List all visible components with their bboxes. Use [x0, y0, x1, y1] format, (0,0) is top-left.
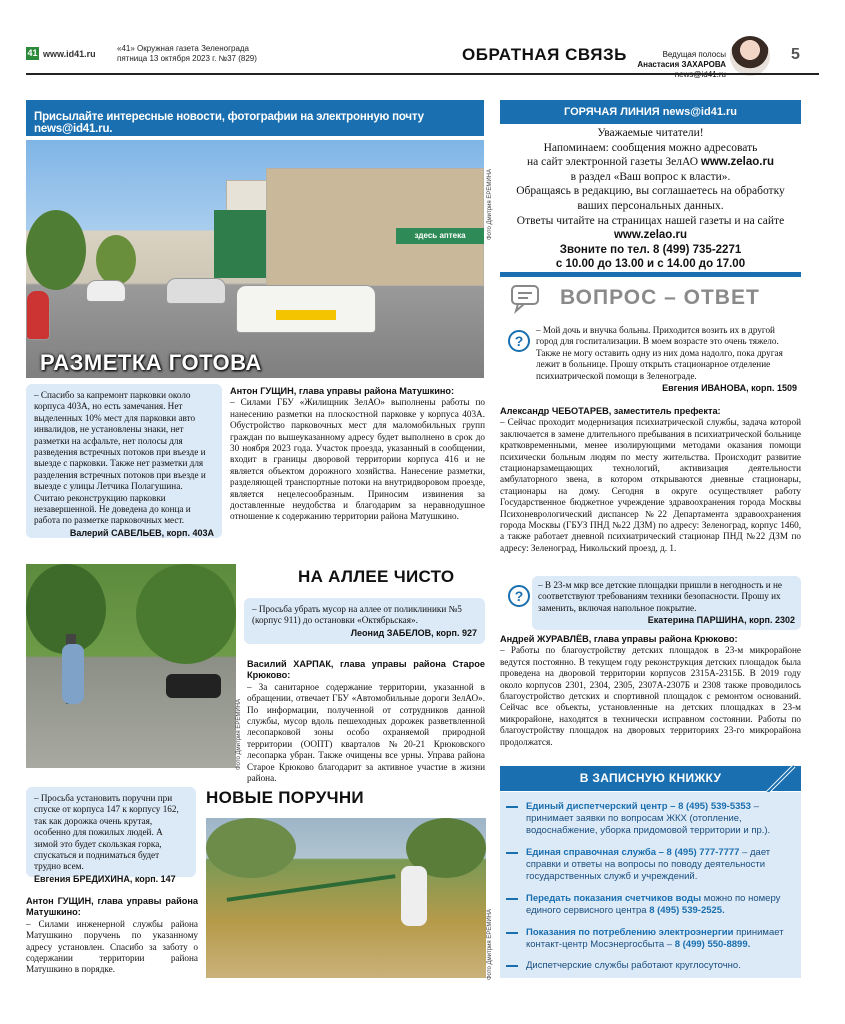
chat-icon — [510, 284, 546, 314]
bullet-icon — [506, 932, 518, 934]
bullet-icon — [506, 806, 518, 808]
story2-answer-author: Василий ХАРПАК, глава управы района Старое Крюково: — [247, 659, 485, 681]
page-number: 5 — [791, 46, 800, 63]
hotline-line: Напоминаем: сообщения можно адресовать — [543, 141, 758, 154]
qa-question-2-signature: Екатерина ПАРШИНА, корп. 2302 — [647, 615, 795, 626]
qa-answer-1-author: Александр ЧЕБОТАРЕВ, заместитель префекта: — [500, 406, 721, 416]
story1-letter-signature: Валерий САВЕЛЬЕВ, корп. 403А — [69, 527, 214, 538]
story3-letter-signature: Евгения БРЕДИХИНА, корп. 147 — [34, 873, 176, 884]
hotline-divider — [500, 272, 801, 277]
section-title: ОБРАТНАЯ СВЯЗЬ — [462, 45, 627, 64]
hotline-line: на сайт электронной газеты ЗелАО www.zelao.ru — [527, 156, 774, 169]
qa-question-1-text: – Мой дочь и внучка больны. Приходится возить их в другой город для госпитализации. В моем возрасте это очень тяжело. Также не могу оставить одну из них дома надолго, пока другая лежит в больнице. Прошу открыть стационарное отделение психиатрической помощи в Зеленограде. — [536, 325, 783, 381]
story1-answer — [230, 386, 485, 523]
hotline-line — [500, 228, 801, 243]
zelao-link[interactable]: www.zelao.ru — [613, 229, 688, 242]
story2-answer — [247, 659, 485, 784]
hotline-hours: с 10.00 до 13.00 и с 14.00 до 17.00 — [555, 258, 746, 271]
editor-avatar — [730, 36, 770, 76]
issue-info-line-1: «41» Окружная газета Зеленограда — [117, 44, 250, 53]
newspaper-logo: 41 — [27, 48, 38, 58]
qa-question-2 — [532, 576, 801, 630]
pharmacy-sign: здесь аптека — [396, 228, 484, 244]
story1-title: РАЗМЕТКА ГОТОВА — [40, 350, 262, 375]
photo3-credit: Фото Дмитрия ЕРЁМИНА — [487, 909, 493, 980]
site-url[interactable]: www.id41.ru — [43, 49, 96, 59]
notebook-item-electricity: Показания по потреблению электроэнергии принимает контакт-центр Мосэнергосбыта – 8 (499) 550-8899. — [526, 927, 784, 950]
hotline-line: Уважаемые читатели! — [597, 127, 704, 139]
qa-answer-1-text: – Сейчас проходит модернизация психиатрической службы, задача которой заключается в замене длительного пребывания в психиатрической больнице кратковременными, менее изолирующими методами оказания помощи психически больным людям по месту жительства. Происходит развитие стационарзамещающих технологий, активизация деятельности амбулаторного звена, в котором открываются дневные стационары, стационары на дому. Сегодня в округе осуществляет работу Государственное бюджетное учреждение здравоохранения города Москвы Психоневрологический диспансер №22 Департамента здравоохранения города Москвы (ГБУЗ ПНД №22 ДЗМ) по адресу: Зеленоград, корпус 1460, а также работает дневной психиатрический стационар ПНД №22 ДЗМ по адресу: Зеленоград, Никольский проезд, д. 1. — [500, 417, 801, 553]
parking-photo — [26, 140, 484, 378]
qa-title: ВОПРОС – ОТВЕТ — [560, 286, 760, 309]
hotline-line: в раздел «Ваш вопрос к власти». — [570, 170, 731, 183]
qa-answer-2 — [500, 634, 801, 748]
page-editor — [636, 50, 726, 80]
bullet-icon — [506, 965, 518, 967]
header-divider — [26, 73, 819, 75]
story3-letter — [26, 787, 196, 884]
notebook-item-water: Передать показания счетчиков воды можно по номеру единого сервисного центра 8 (495) 539-2525. — [526, 893, 781, 916]
notebook-item-dispatch: Единый диспетчерский центр – 8 (495) 539-5353 – принимает заявки по вопросам ЖКХ (отопление, водоснабжение, уборка придомовой территории и пр.). — [526, 801, 771, 836]
notebook-body — [500, 792, 801, 978]
zelao-link[interactable]: www.zelao.ru — [700, 156, 774, 169]
hotline-line: ваших персональных данных. — [577, 199, 724, 212]
bullet-icon — [506, 852, 518, 854]
story2-letter — [244, 598, 485, 644]
story1-letter — [26, 384, 222, 538]
story3-letter-text: – Просьба установить поручни при спуске от корпуса 147 к корпусу 162, так как дорожка очень крутая, особенно для пожилых людей. А зимой это будет скользкая горка, спускаться и подниматься будет трудно всем. — [34, 793, 179, 872]
story1-answer-text: – Силами ГБУ «Жилищник ЗелАО» выполнены работы по нанесению разметки на плоскостной парковке у корпуса 403А. Обустройство парковочных мест для маломобильных групп граждан по вышеуказанному адресу будет выполнено в срок до 30 ноября 2023 года. Участок проезда, указанный в сообщении, входит в границы дворовой территории корпуса 416 и не является объектом дорожного хозяйства. Нанесение разметки, разделяющей транспортные потоки на внутридворовом проезде, является нецелесообразным. Приносим извинения за доставленные неудобства и благодарим за неравнодушное отношение к содержанию территории района Матушкино. — [230, 397, 485, 522]
story1-answer-author: Антон ГУЩИН, глава управы района Матушкино: — [230, 386, 455, 396]
editor-label: Ведущая полосы — [662, 50, 726, 59]
story3-title: НОВЫЕ ПОРУЧНИ — [206, 788, 364, 807]
question-icon: ? — [508, 330, 530, 352]
notebook-item-info: Единая справочная служба – 8 (495) 777-7777 – дает справки и ответы на вопросы по поводу деятельности государственных служб и учреждений. — [526, 847, 771, 882]
qa-question-1 — [532, 322, 801, 400]
editor-email[interactable] — [636, 70, 726, 80]
photo1-credit: Фото Дмитрия ЕРЁМИНА — [487, 169, 493, 240]
submit-news-banner: Присылайте интересные новости, фотографии на электронную почту news@id41.ru. — [26, 100, 484, 136]
editor-name: Анастасия ЗАХАРОВА — [637, 60, 726, 69]
hotline-phone: Звоните по тел. 8 (499) 735-2271 — [559, 243, 742, 256]
notebook-header: В ЗАПИСНУЮ КНИЖКУ — [500, 766, 801, 791]
hotline-header: ГОРЯЧАЯ ЛИНИЯ news@id41.ru — [500, 100, 801, 124]
photo2-credit: Фото Дмитрия ЕРЁМИНА — [236, 699, 242, 770]
story3-answer — [26, 896, 198, 976]
qa-question-1-signature: Евгения ИВАНОВА, корп. 1509 — [662, 383, 797, 394]
notebook-item-hours: Диспетчерские службы работают круглосуточно. — [526, 960, 741, 971]
story2-title: НА АЛЛЕЕ ЧИСТО — [298, 567, 455, 586]
qa-question-2-text: – В 23-м мкр все детские площадки пришли в негодность и не соответствуют требованиям техники безопасности. Прошу их заменить, включая напольное покрытие. — [538, 580, 783, 613]
story2-letter-text: – Просьба убрать мусор на аллее от поликлиники №5 (корпус 911) до остановки «Октябрьская». — [252, 604, 462, 626]
story3-answer-author: Антон ГУЩИН, глава управы района Матушкино: — [26, 896, 198, 918]
story1-letter-text: – Спасибо за капремонт парковки около корпуса 403А, но есть замечания. Нет выделенных 10% мест для парковки авто инвалидов, не установлены знаки, нет разметки на асфальте, нет полосы для разведения встречных потоков при въезде и выезде с парковки. Также нет разметки для разделения встречных потоков при въезде и выезде с улицы Летчика Полагушина. Считаю реконструкцию парковки незавершенной. Не доведена до конца и работа по разметке парковочных мест. — [34, 390, 206, 526]
issue-info — [117, 44, 257, 64]
story3-answer-text: – Силами инженерной службы района Матушкино поручень по указанному адресу установлен. Спасибо за заботу о содержании территории района Матушкино в порядке. — [26, 918, 198, 975]
question-icon: ? — [508, 585, 530, 607]
handrail-photo — [206, 818, 486, 978]
qa-answer-2-author: Андрей ЖУРАВЛЁВ, глава управы района Крюково: — [500, 634, 738, 644]
issue-info-line-2: пятница 13 октября 2023 г. №37 (829) — [117, 54, 257, 63]
qa-answer-2-text: – Работы по благоустройству детских площадок в 23-м микрорайоне ведутся постоянно. В текущем году реконструкция детских площадок была проведена на дворовой территории корпусов 2315А-2315Б. В 2019 году около корпусов 2301, 2304, 2305, 2307А-2307Б и 2308 также проводилось благоустройство детских и спортивной площадок с ремонтом оснований. Сейчас все объекты, установленные на детских площадках в 23-м микрорайоне, находятся в технически исправном состоянии. Работы по благоустройству площадок на дворовых территориях 23-го микрорайона продолжатся. — [500, 645, 801, 747]
hotline-text — [500, 126, 801, 272]
story2-letter-signature: Леонид ЗАБЕЛОВ, корп. 927 — [350, 627, 477, 638]
bullet-icon — [506, 898, 518, 900]
story2-answer-text: – За санитарное содержание территории, указанной в обращении, отвечает ГБУ «Автомобильные дороги ЗелАО». По информации, полученной от сотрудников данной службы, мусор вдоль пешеходных дорожек разветвленной лесопарковой зоны особо охраняемой природной территории (ООПТ) кварталов №20-21 Крюковского лесопарка убран. Также очищены все урны. Управа района Старое Крюково благодарит за активное участие в жизни района. — [247, 681, 485, 784]
hotline-line: Обращаясь в редакцию, вы соглашаетесь на обработку — [516, 185, 785, 198]
qa-answer-1 — [500, 406, 801, 554]
hotline-line: Ответы читайте на страницах нашей газеты и на сайте — [516, 214, 785, 227]
alley-photo — [26, 564, 236, 768]
